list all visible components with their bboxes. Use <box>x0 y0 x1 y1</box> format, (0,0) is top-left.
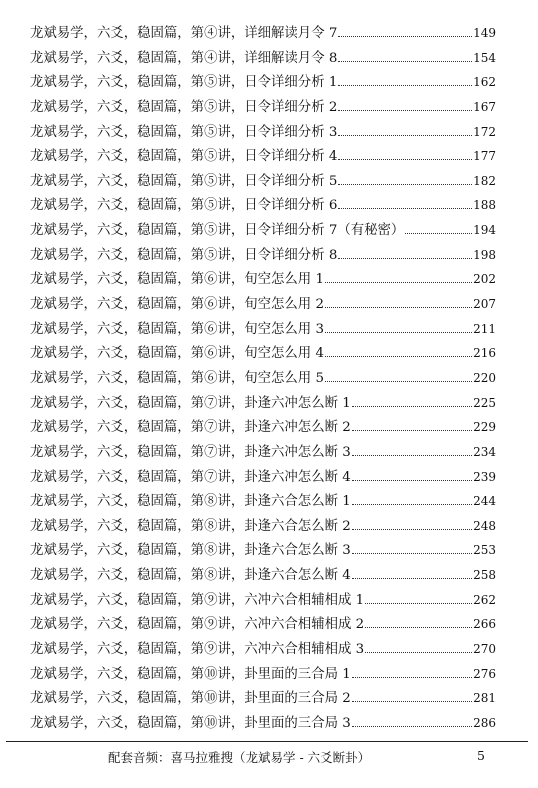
toc-entry-title: 龙斌易学，六爻，稳固篇，第④讲，详细解读月令 7 <box>30 26 338 41</box>
toc-entry-page: 216 <box>473 346 496 361</box>
toc-entry-title: 龙斌易学，六爻，稳固篇，第⑥讲，旬空怎么用 2 <box>30 297 324 313</box>
page-footer <box>0 748 538 766</box>
dot-leader <box>352 406 472 407</box>
toc-entry[interactable] <box>30 343 496 368</box>
toc-entry-page: 248 <box>473 518 496 533</box>
toc-entry-title: 龙斌易学，六爻，稳固篇，第⑨讲，六冲六合相辅相成 3 <box>30 642 365 658</box>
page-number: 5 <box>477 748 485 763</box>
toc-entry-page: 266 <box>473 617 496 632</box>
dot-leader <box>325 307 472 308</box>
toc-entry-page: 270 <box>473 642 496 657</box>
toc-entry-page: 253 <box>473 543 496 558</box>
toc-entry[interactable] <box>30 122 496 147</box>
toc-entry-page: 286 <box>473 715 496 730</box>
toc-entry-title: 龙斌易学，六爻，稳固篇，第⑤讲，日令详细分析 2 <box>30 99 338 115</box>
dot-leader <box>325 356 472 357</box>
dot-leader <box>338 61 472 62</box>
toc-entry-title: 龙斌易学，六爻，稳固篇，第⑦讲，卦逢六冲怎么断 2 <box>30 420 351 436</box>
toc-entry[interactable] <box>30 146 496 171</box>
toc-entry[interactable] <box>30 23 496 48</box>
toc-entry-page: 182 <box>473 173 496 188</box>
toc-entry-page: 229 <box>473 420 496 435</box>
toc-entry-page: 234 <box>473 444 496 459</box>
toc-entry-title: 龙斌易学，六爻，稳固篇，第⑩讲，卦里面的三合局 3 <box>30 715 351 731</box>
dot-leader <box>352 726 472 727</box>
toc-entry-title: 龙斌易学，六爻，稳固篇，第④讲，详细解读月令 8 <box>30 50 338 66</box>
dot-leader <box>365 652 472 653</box>
toc-entry-title: 龙斌易学，六爻，稳固篇，第⑤讲，日令详细分析 3 <box>30 124 338 140</box>
toc-entry-page: 239 <box>473 469 496 484</box>
toc-entry[interactable] <box>30 48 496 73</box>
toc-entry-title: 龙斌易学，六爻，稳固篇，第⑤讲，日令详细分析 7（有秘密） <box>30 223 405 239</box>
dot-leader <box>352 455 472 456</box>
toc-entry-title: 龙斌易学，六爻，稳固篇，第⑥讲，旬空怎么用 5 <box>30 370 324 386</box>
toc-entry-title: 龙斌易学，六爻，稳固篇，第⑤讲，日令详细分析 4 <box>30 149 338 165</box>
toc-entry-title: 龙斌易学，六爻，稳固篇，第⑦讲，卦逢六冲怎么断 1 <box>30 395 351 411</box>
toc-entry[interactable] <box>30 368 496 393</box>
toc-entry-page: 172 <box>473 124 496 139</box>
dot-leader <box>325 282 472 283</box>
toc-entry[interactable] <box>30 294 496 319</box>
dot-leader <box>352 504 472 505</box>
toc-entry[interactable] <box>30 195 496 220</box>
toc-entry[interactable] <box>30 590 496 615</box>
dot-leader <box>338 159 472 160</box>
dot-leader <box>338 135 472 136</box>
toc-entry-title: 龙斌易学，六爻，稳固篇，第⑤讲，日令详细分析 5 <box>30 173 338 189</box>
toc-entry-page: 202 <box>473 272 496 287</box>
toc-entry-page: 220 <box>473 370 496 385</box>
toc-entry-page: 154 <box>473 50 496 65</box>
toc-entry-page: 149 <box>473 26 496 40</box>
dot-leader <box>365 627 472 628</box>
toc-entry-title: 龙斌易学，六爻，稳固篇，第⑨讲，六冲六合相辅相成 1 <box>30 592 365 608</box>
dot-leader <box>352 430 472 431</box>
dot-leader <box>365 603 472 604</box>
dot-leader <box>338 85 472 86</box>
toc-entry-title: 龙斌易学，六爻，稳固篇，第⑩讲，卦里面的三合局 1 <box>30 666 351 682</box>
dot-leader <box>352 677 472 678</box>
toc-entry-title: 龙斌易学，六爻，稳固篇，第⑦讲，卦逢六冲怎么断 4 <box>30 469 351 485</box>
dot-leader <box>352 480 472 481</box>
toc-entry[interactable] <box>30 269 496 294</box>
dot-leader <box>338 36 472 37</box>
dot-leader <box>338 208 472 209</box>
toc-entry-title: 龙斌易学，六爻，稳固篇，第⑥讲，旬空怎么用 1 <box>30 272 324 288</box>
toc-entry-page: 225 <box>473 395 496 410</box>
toc-entry[interactable] <box>30 245 496 270</box>
toc-entry-title: 龙斌易学，六爻，稳固篇，第⑨讲，六冲六合相辅相成 2 <box>30 617 365 633</box>
toc-entry-page: 194 <box>473 223 496 238</box>
toc-entry-title: 龙斌易学，六爻，稳固篇，第⑥讲，旬空怎么用 4 <box>30 346 324 362</box>
toc-entry-title: 龙斌易学，六爻，稳固篇，第⑥讲，旬空怎么用 3 <box>30 321 324 337</box>
toc-entry-title: 龙斌易学，六爻，稳固篇，第⑧讲，卦逢六合怎么断 3 <box>30 543 351 559</box>
toc-entry[interactable] <box>30 417 496 442</box>
toc-entry-page: 211 <box>473 321 496 336</box>
toc-entry[interactable] <box>30 442 496 467</box>
toc-entry-title: 龙斌易学，六爻，稳固篇，第⑤讲，日令详细分析 1 <box>30 75 338 91</box>
toc-entry-title: 龙斌易学，六爻，稳固篇，第⑧讲，卦逢六合怎么断 2 <box>30 518 351 534</box>
toc-entry-page: 162 <box>473 75 496 90</box>
toc-entry[interactable] <box>30 220 496 245</box>
footer-text: 配套音频：喜马拉雅搜（龙斌易学 - 六爻断卦） <box>108 750 371 765</box>
toc-entry[interactable] <box>30 491 496 516</box>
toc-entry-page: 198 <box>473 247 496 262</box>
dot-leader <box>352 529 472 530</box>
toc-entry-title: 龙斌易学，六爻，稳固篇，第⑤讲，日令详细分析 8 <box>30 247 338 263</box>
toc-entry-page: 167 <box>473 99 496 114</box>
toc-entry-title: 龙斌易学，六爻，稳固篇，第⑤讲，日令详细分析 6 <box>30 198 338 214</box>
toc-entry[interactable] <box>30 664 496 689</box>
toc-entry-title: 龙斌易学，六爻，稳固篇，第⑧讲，卦逢六合怎么断 1 <box>30 494 351 510</box>
toc-entry[interactable] <box>30 319 496 344</box>
toc-entry-page: 177 <box>473 149 496 164</box>
toc-entry[interactable] <box>30 540 496 565</box>
toc-entry-page: 188 <box>473 198 496 213</box>
toc-entry[interactable] <box>30 97 496 122</box>
toc-entry[interactable] <box>30 713 496 738</box>
dot-leader <box>352 701 472 702</box>
dot-leader <box>325 332 472 333</box>
dot-leader <box>352 578 472 579</box>
toc-entry[interactable] <box>30 565 496 590</box>
toc-entry-page: 207 <box>473 297 496 312</box>
dot-leader <box>338 110 472 111</box>
toc-entry-page: 281 <box>473 691 496 706</box>
toc-entry-page: 262 <box>473 592 496 607</box>
dot-leader <box>325 381 472 382</box>
toc-entry[interactable] <box>30 639 496 664</box>
table-of-contents <box>30 23 496 738</box>
toc-entry-title: 龙斌易学，六爻，稳固篇，第⑩讲，卦里面的三合局 2 <box>30 691 351 707</box>
dot-leader <box>352 553 472 554</box>
toc-entry[interactable] <box>30 688 496 713</box>
toc-entry-page: 276 <box>473 666 496 681</box>
toc-entry-title: 龙斌易学，六爻，稳固篇，第⑦讲，卦逢六冲怎么断 3 <box>30 444 351 460</box>
dot-leader <box>338 258 472 259</box>
toc-entry[interactable] <box>30 393 496 418</box>
toc-entry-title: 龙斌易学，六爻，稳固篇，第⑧讲，卦逢六合怎么断 4 <box>30 568 351 584</box>
toc-entry-page: 258 <box>473 568 496 583</box>
dot-leader <box>405 233 472 234</box>
toc-entry[interactable] <box>30 467 496 492</box>
toc-entry[interactable] <box>30 614 496 639</box>
toc-entry[interactable] <box>30 72 496 97</box>
toc-entry-page: 244 <box>473 494 496 509</box>
footer-divider <box>6 741 528 742</box>
toc-entry[interactable] <box>30 171 496 196</box>
toc-entry[interactable] <box>30 516 496 541</box>
dot-leader <box>338 184 472 185</box>
